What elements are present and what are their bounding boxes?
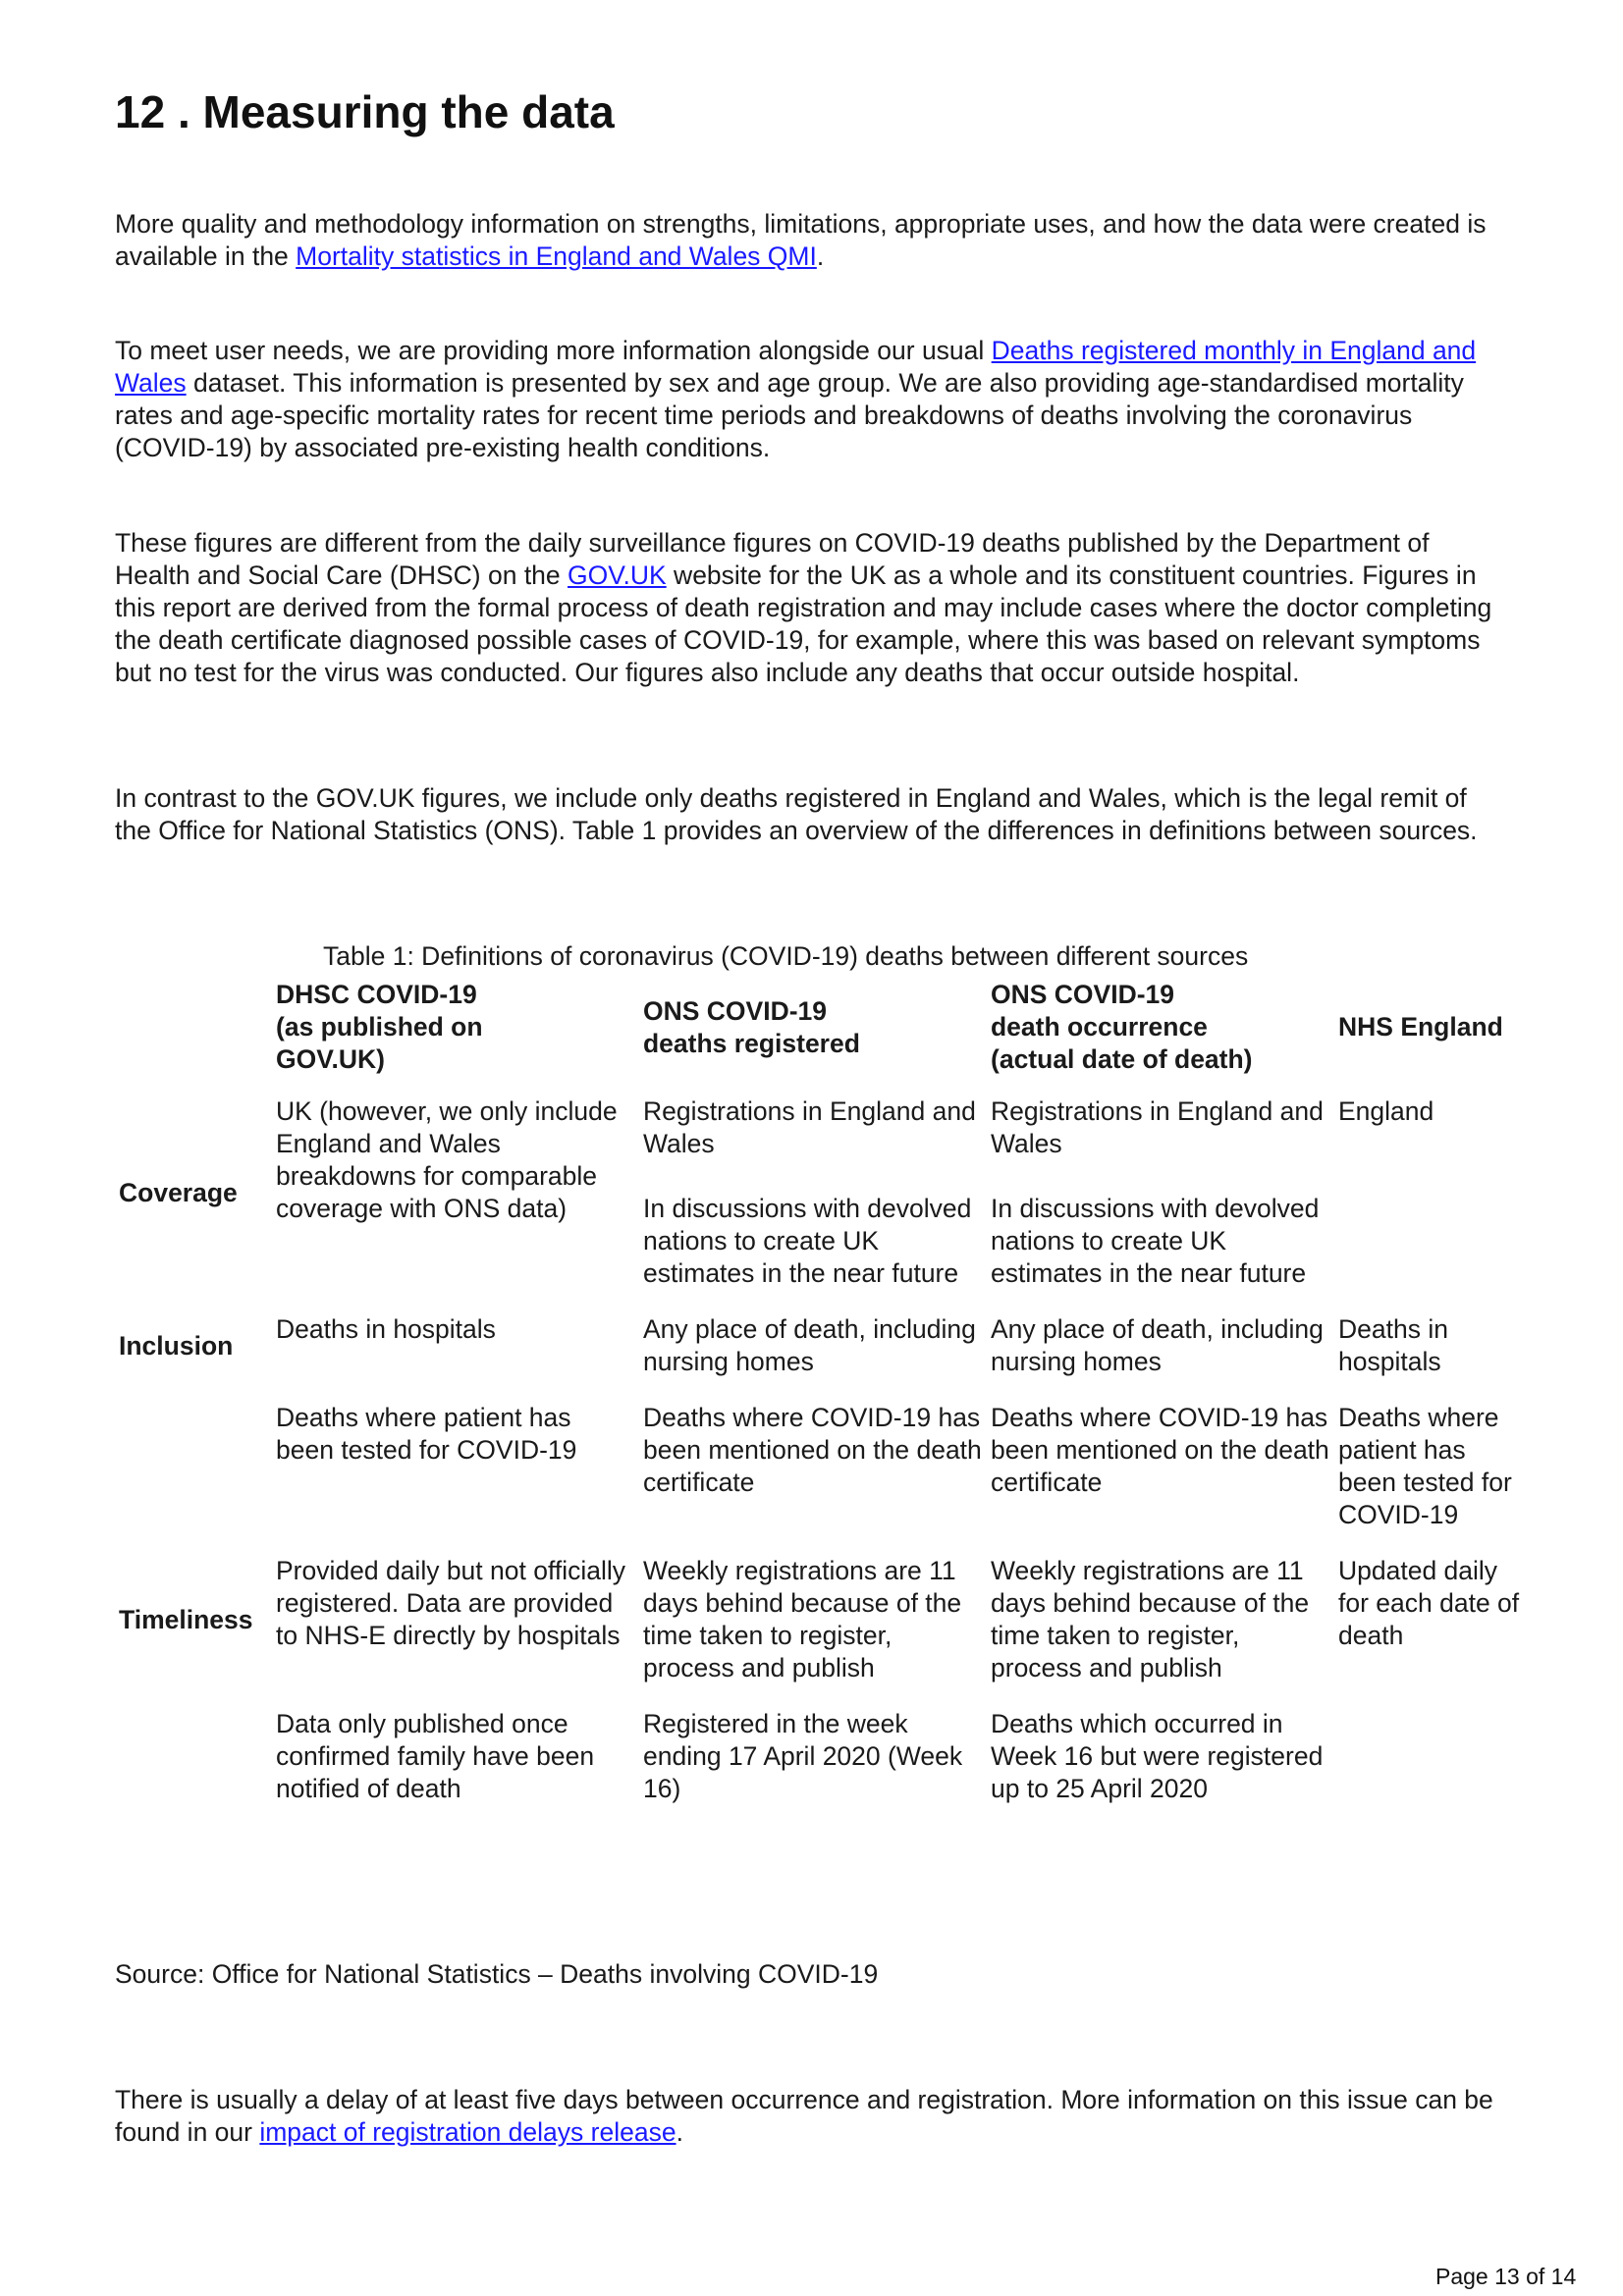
registration-delays-link[interactable]: impact of registration delays release <box>259 2117 676 2147</box>
cell-inclusion-ons-registered: Any place of death, including nursing homes <box>643 1314 976 1376</box>
header-line: ONS COVID-19 <box>991 980 1175 1009</box>
header-empty <box>115 979 272 1095</box>
cell-text: Registrations in England and Wales <box>643 1096 976 1158</box>
paragraph-text: To meet user needs, we are providing more information alongside our usual <box>115 336 992 365</box>
qmi-link[interactable]: Mortality statistics in England and Wales QMI <box>296 241 817 271</box>
cell-coverage-nhs: England <box>1338 1096 1434 1126</box>
row-label-empty <box>115 1402 272 1555</box>
table-row-coverage <box>115 1095 1529 1313</box>
header-nhs-england: NHS England <box>1338 1012 1503 1041</box>
header-line: (as published on <box>276 1012 483 1041</box>
cell-inclusion2-ons-registered: Deaths where COVID-19 has been mentioned on the death certificate <box>643 1403 982 1497</box>
deaths-registered-monthly-link[interactable]: Deaths registered monthly in England and Wales <box>115 336 1477 398</box>
cell-text: In discussions with devolved nations to create UK estimates in the near future <box>991 1194 1320 1288</box>
row-label-empty <box>115 1708 272 1829</box>
cell-text: In discussions with devolved nations to create UK estimates in the near future <box>643 1194 972 1288</box>
cell-text: Registrations in England and Wales <box>991 1096 1324 1158</box>
cell-timeliness2-dhsc: Data only published once confirmed family have been notified of death <box>276 1709 595 1803</box>
cell-timeliness-dhsc: Provided daily but not officially registered. Data are provided to NHS-E directly by hospitals <box>276 1556 625 1650</box>
cell-coverage-dhsc: UK (however, we only include England and Wales breakdowns for comparable coverage with ONS data) <box>276 1096 618 1223</box>
cell-timeliness-ons-occurrence: Weekly registrations are 11 days behind because of the time taken to register, process and publish <box>991 1556 1310 1682</box>
header-line: (actual date of death) <box>991 1044 1253 1074</box>
page-number: Page 13 of 14 <box>1435 2264 1577 2289</box>
row-label-inclusion: Inclusion <box>119 1330 234 1361</box>
table-row-timeliness-1 <box>115 1555 1529 1708</box>
row-label-coverage: Coverage <box>119 1177 238 1207</box>
header-line: DHSC COVID-19 <box>276 980 477 1009</box>
cell-timeliness2-nhs <box>1334 1708 1529 1829</box>
paragraph-contrast: In contrast to the GOV.UK figures, we include only deaths registered in England and Wales, which is the legal remit of the Office for National Statistics (ONS). Table 1 provides an overview of the differences in definitions between sources. <box>115 783 1478 845</box>
paragraph-text: dataset. This information is presented by sex and age group. We are also providing age-standardised mortality rates and age-specific mortality rates for recent time periods and breakdowns of deaths involving the coronavirus (COVID-19) by associated pre-existing health conditions. <box>115 368 1464 462</box>
cell-inclusion2-ons-occurrence: Deaths where COVID-19 has been mentioned on the death certificate <box>991 1403 1329 1497</box>
cell-inclusion2-nhs: Deaths where patient has been tested for COVID-19 <box>1338 1403 1512 1529</box>
table-row-inclusion-1 <box>115 1313 1529 1402</box>
paragraph-qmi <box>115 208 1509 273</box>
table-header-row <box>115 979 1529 1095</box>
row-label-timeliness: Timeliness <box>119 1604 253 1634</box>
paragraph-text: . <box>816 241 825 271</box>
cell-timeliness-ons-registered: Weekly registrations are 11 days behind because of the time taken to register, process and publish <box>643 1556 962 1682</box>
paragraph-surveillance <box>115 527 1509 689</box>
cell-coverage-ons-occurrence <box>987 1095 1334 1313</box>
table-row-timeliness-2 <box>115 1708 1529 1829</box>
header-dhsc <box>272 979 639 1095</box>
paragraph-text: There is usually a delay of at least five days between occurrence and registration. More information on this issue can be found in our <box>115 2085 1493 2147</box>
header-line: deaths registered <box>643 1028 860 1058</box>
paragraph-text: . <box>676 2117 683 2147</box>
paragraph-text: website for the UK as a whole and its constituent countries. Figures in this report are derived from the formal process of death registration and may include cases where the doctor completing the death certificate diagnosed possible cases of COVID-19, for example, where this was based on relevant symptoms but no test for the virus was conducted. Our figures also include any deaths that occur outside hospital. <box>115 561 1492 687</box>
table-caption: Table 1: Definitions of coronavirus (COVID-19) deaths between different sources <box>323 941 1249 971</box>
paragraph-text: These figures are different from the daily surveillance figures on COVID-19 deaths published by the Department of Health and Social Care (DHSC) on the <box>115 528 1430 590</box>
table-source: Source: Office for National Statistics – Deaths involving COVID-19 <box>115 1959 879 1989</box>
cell-inclusion2-dhsc: Deaths where patient has been tested for COVID-19 <box>276 1403 577 1465</box>
cell-timeliness2-ons-occurrence: Deaths which occurred in Week 16 but were registered up to 25 April 2020 <box>991 1709 1324 1803</box>
cell-timeliness-nhs: Updated daily for each date of death <box>1338 1556 1520 1650</box>
header-line: death occurrence <box>991 1012 1208 1041</box>
definitions-table <box>115 979 1529 1829</box>
section-heading: 12 . Measuring the data <box>115 86 615 137</box>
header-ons-occurrence <box>987 979 1334 1095</box>
paragraph-user-needs <box>115 335 1509 464</box>
header-line: GOV.UK) <box>276 1044 385 1074</box>
cell-inclusion-nhs: Deaths in hospitals <box>1338 1314 1448 1376</box>
paragraph-text: More quality and methodology information on strengths, limitations, appropriate uses, and how the data were created is available in the <box>115 209 1487 271</box>
cell-inclusion-dhsc: Deaths in hospitals <box>276 1314 496 1344</box>
header-ons-registered <box>639 979 987 1095</box>
header-line: ONS COVID-19 <box>643 995 828 1026</box>
paragraph-delay <box>115 2084 1509 2149</box>
table-row-inclusion-2 <box>115 1402 1529 1555</box>
cell-coverage-ons-registered <box>639 1095 987 1313</box>
gov-uk-link[interactable]: GOV.UK <box>568 561 667 590</box>
cell-timeliness2-ons-registered: Registered in the week ending 17 April 2020 (Week 16) <box>643 1709 963 1803</box>
cell-inclusion-ons-occurrence: Any place of death, including nursing homes <box>991 1314 1324 1376</box>
